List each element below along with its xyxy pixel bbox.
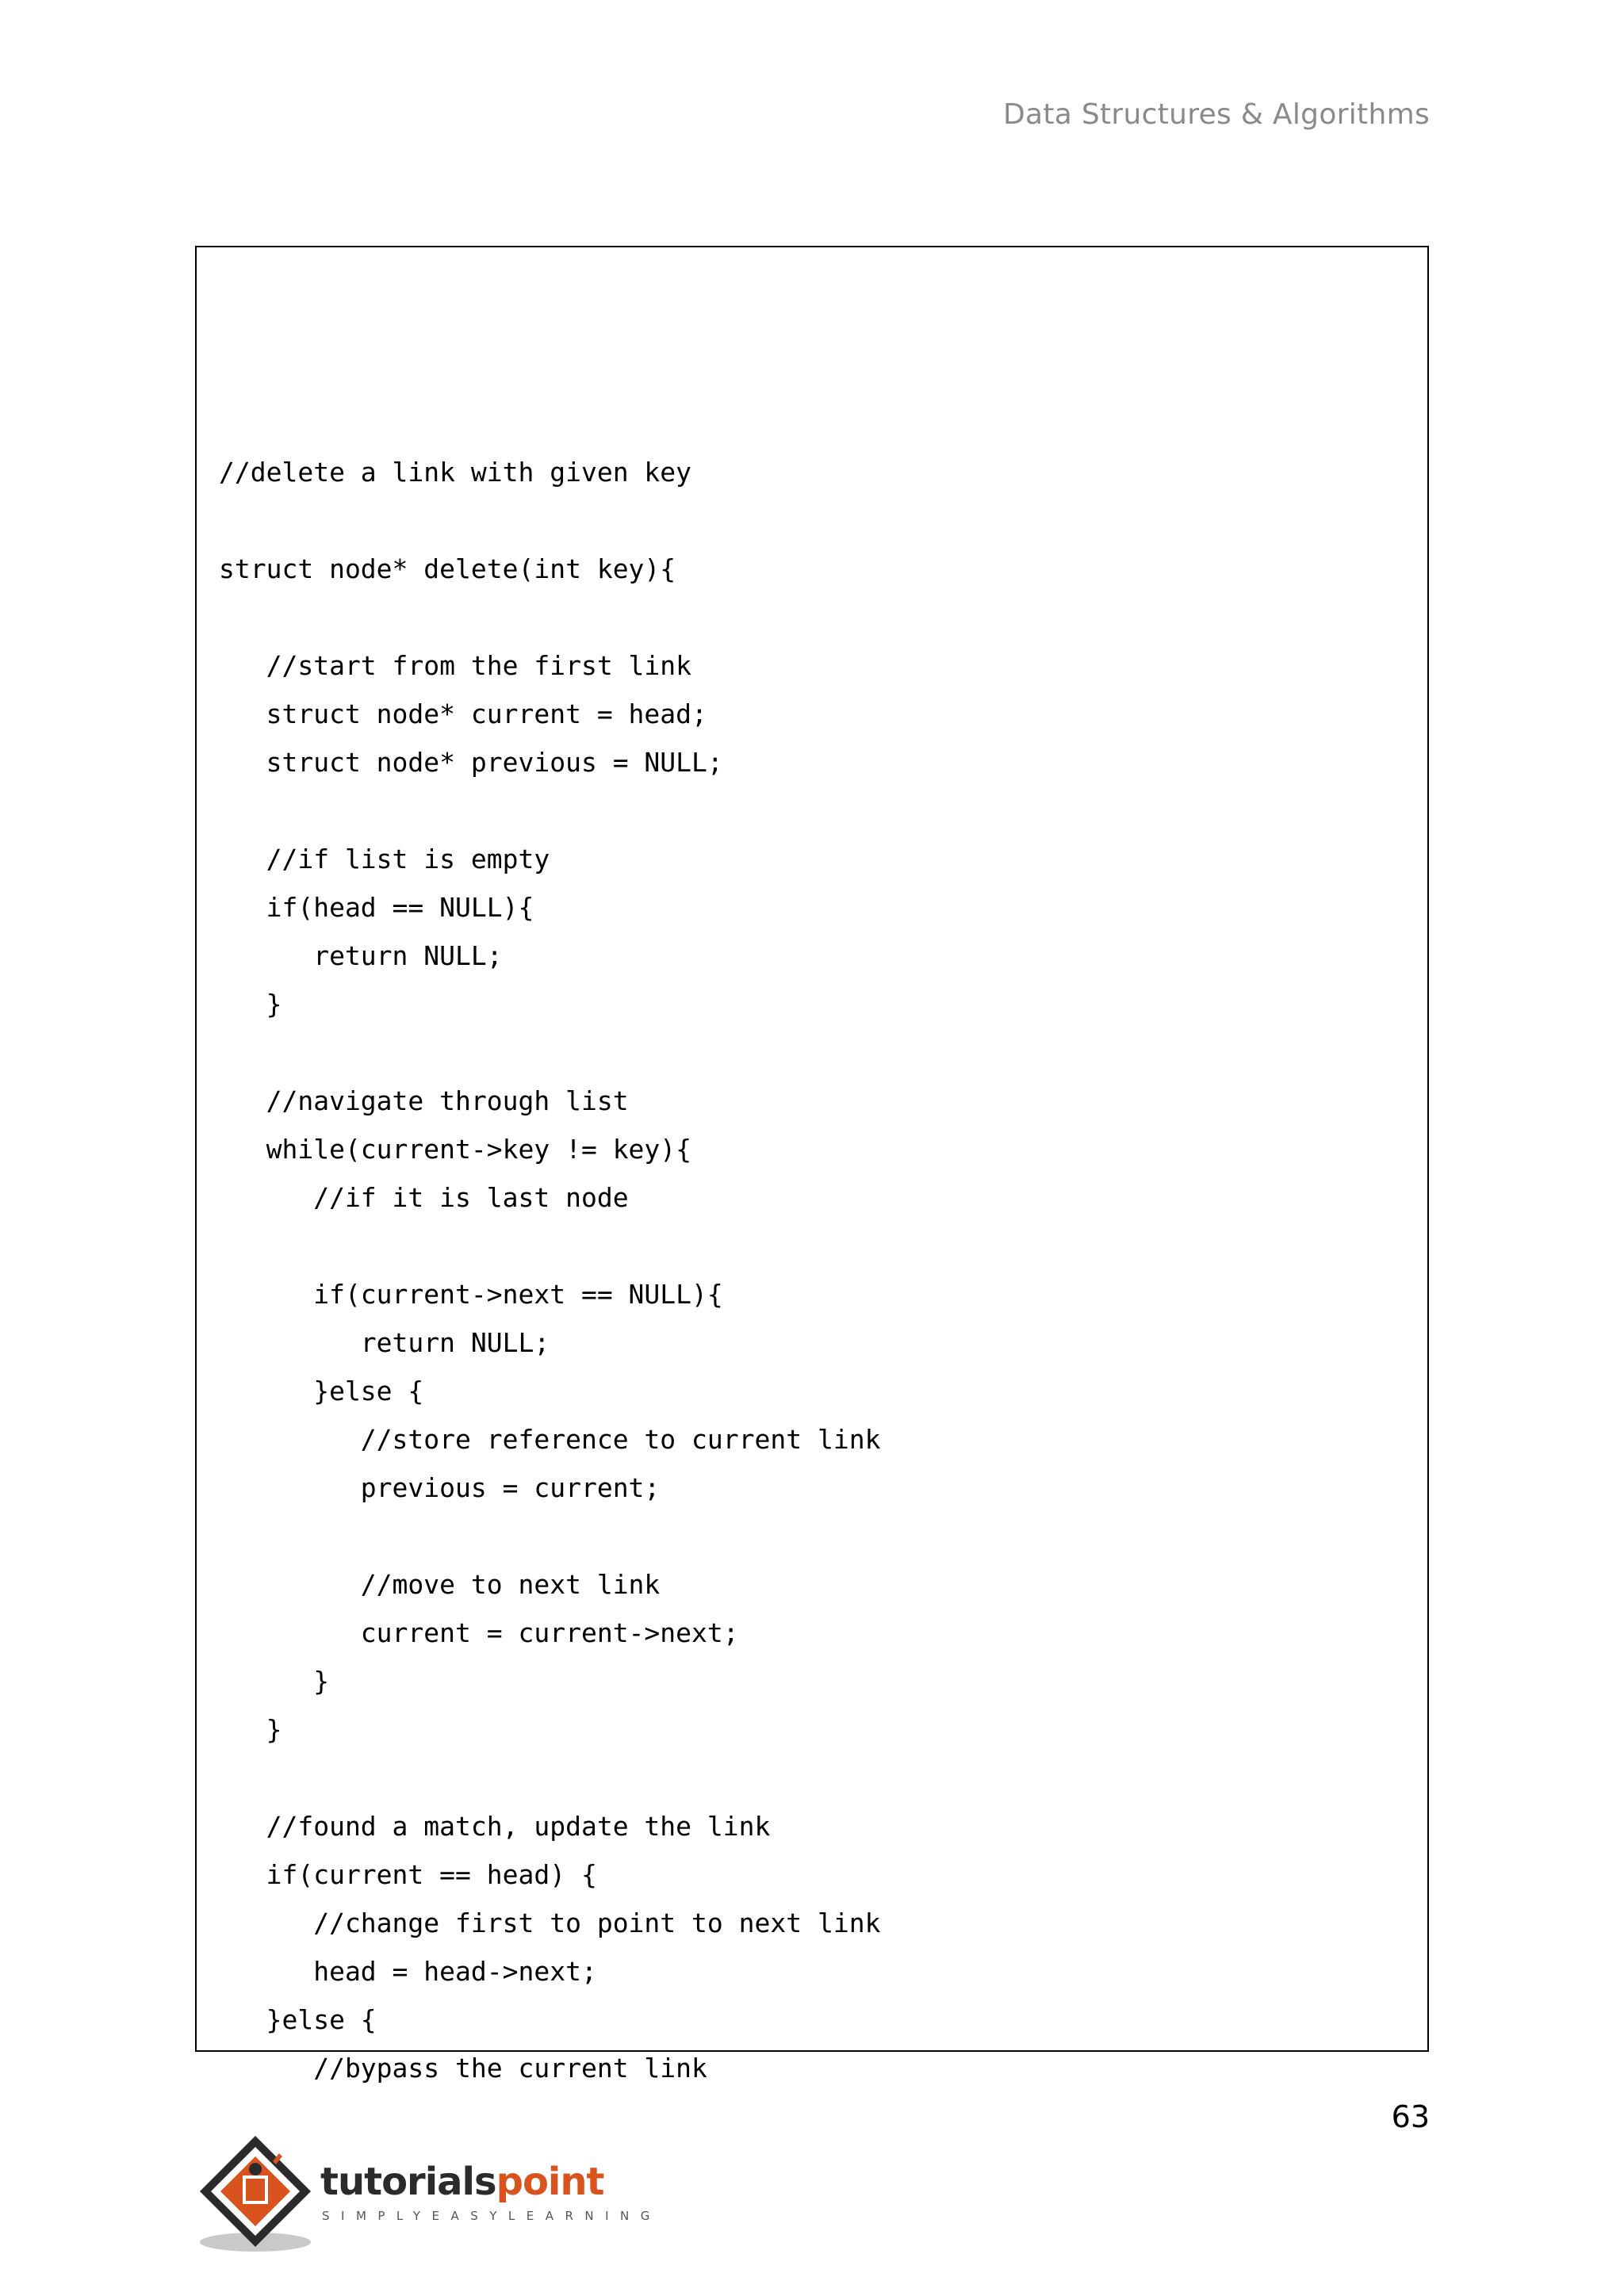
code-line: } xyxy=(219,1714,282,1745)
running-header: Data Structures & Algorithms xyxy=(1002,98,1430,131)
code-line: //if it is last node xyxy=(219,1182,629,1213)
code-line xyxy=(219,1028,880,1077)
code-line xyxy=(219,786,880,835)
code-line: //if list is empty xyxy=(219,844,550,874)
logo-word-part2: point xyxy=(496,2160,604,2204)
logo-tagline: SIMPLYEASYLEARNING xyxy=(322,2209,661,2223)
code-line xyxy=(219,1222,880,1270)
code-line xyxy=(219,1512,880,1560)
code-line: if(head == NULL){ xyxy=(219,892,534,923)
code-line: //found a match, update the link xyxy=(219,1811,771,1842)
code-line xyxy=(219,400,880,448)
code-block xyxy=(195,246,1429,2084)
code-line: //delete a link with given key xyxy=(219,457,692,488)
code-line: //start from the first link xyxy=(219,650,692,681)
code-line: //bypass the current link xyxy=(219,2053,707,2084)
code-line: if(current->next == NULL){ xyxy=(219,1279,723,1310)
tutorialspoint-logo xyxy=(193,2130,661,2256)
code-line: struct node* previous = NULL; xyxy=(219,747,723,778)
page-number: 63 xyxy=(1391,2099,1430,2134)
code-line: while(current->key != key){ xyxy=(219,1134,692,1165)
code-line: } xyxy=(219,989,282,1020)
logo-emblem-icon xyxy=(193,2130,320,2256)
code-line: return NULL; xyxy=(219,940,503,971)
code-line: struct node* delete(int key){ xyxy=(219,553,676,584)
logo-wordmark xyxy=(320,2160,603,2204)
code-line: if(current == head) { xyxy=(219,1859,597,1890)
code-line: } xyxy=(219,1666,330,1697)
code-line: //move to next link xyxy=(219,1569,661,1600)
code-line: previous = current; xyxy=(219,1472,661,1503)
code-line: current = current->next; xyxy=(219,1617,739,1648)
code-line: //navigate through list xyxy=(219,1085,629,1116)
code-line: }else { xyxy=(219,2004,377,2035)
code-line xyxy=(219,1754,880,1802)
code-line: head = head->next; xyxy=(219,1956,597,1987)
code-line xyxy=(219,496,880,545)
code-line xyxy=(219,593,880,641)
code-line: //change first to point to next link xyxy=(219,1908,881,1938)
code-line: return NULL; xyxy=(219,1327,550,1358)
code-line: struct node* current = head; xyxy=(219,698,707,729)
code-line: }else { xyxy=(219,1376,424,1406)
code-lines xyxy=(219,400,880,2092)
logo-word-part1: tutorials xyxy=(320,2160,496,2204)
code-line: //store reference to current link xyxy=(219,1424,881,1455)
